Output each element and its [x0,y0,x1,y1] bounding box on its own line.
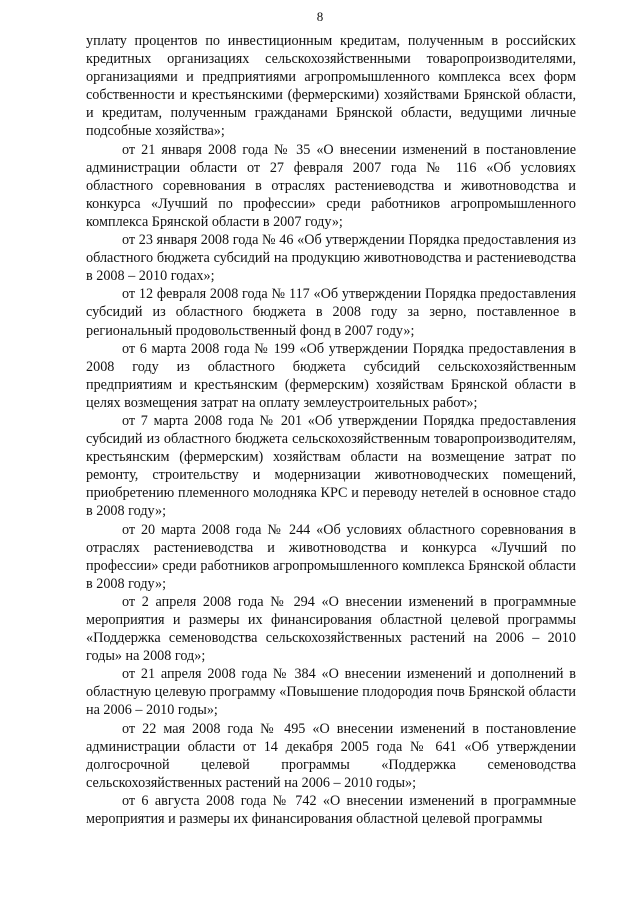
paragraph-resolution-244: от 20 марта 2008 года № 244 «Об условиях областного соревнования в отраслях растениеводства и животноводства и конкурса «Лучший по профессии» среди работников агропромышленного комплекса Брянской области в 2008 году»; [86,521,576,592]
paragraph-resolution-46: от 23 января 2008 года № 46 «Об утверждении Порядка предоставления из областного бюджета субсидий на продукцию животноводства и растениеводства в 2008 – 2010 годах»; [86,232,576,285]
paragraph-resolution-35: от 21 января 2008 года № 35 «О внесении изменений в постановление администрации области от 27 февраля 2007 года № 116 «Об условиях областного соревнования в отраслях растениеводства и животноводства и конкурса «Лучший по профессии» среди работников агропромышленного комплекса Брянской области в 2007 году»; [86,141,576,230]
document-body [86,32,576,828]
paragraph-resolution-742: от 6 августа 2008 года № 742 «О внесении изменений в программные мероприятия и размеры их финансирования областной целевой программы [86,792,576,828]
paragraph-resolution-201: от 7 марта 2008 года № 201 «Об утверждении Порядка предоставления субсидий из областного бюджета сельскохозяйственным товаропроизводителям, крестьянским (фермерским) хозяйствам области на возмещение затрат по ремонту, строительству и модернизации животноводческих помещений, приобретению племенного молодняка КРС и переводу нетелей в основное стадо в 2008 году»; [86,412,576,520]
paragraph-resolution-117: от 12 февраля 2008 года № 117 «Об утверждении Порядка предоставления субсидий из областного бюджета в 2008 году за зерно, поставленное в региональный продовольственный фонд в 2007 году»; [86,286,576,339]
paragraph-continuation: уплату процентов по инвестиционным кредитам, полученным в российских кредитных организациях сельскохозяйственными товаропроизводителями, организациями и предприятиями агропромышленного комплекса всех форм собственности и крестьянскими (фермерскими) хозяйствами Брянской области, и кредитам, полученным гражданами Брянской области, ведущими личные подсобные хозяйства»; [86,33,576,140]
paragraph-resolution-199: от 6 марта 2008 года № 199 «Об утверждении Порядка предоставления в 2008 году из областного бюджета субсидий сельскохозяйственным предприятиям и крестьянским (фермерским) хозяйствам Брянской области в целях возмещения затрат на оплату землеустроительных работ»; [86,340,576,411]
paragraph-resolution-384: от 21 апреля 2008 года № 384 «О внесении изменений и дополнений в областную целевую программу «Повышение плодородия почв Брянской области на 2006 – 2010 годы»; [86,666,576,719]
paragraph-resolution-495: от 22 мая 2008 года № 495 «О внесении изменений в постановление администрации области от 14 декабря 2005 года № 641 «Об утверждении долгосрочной целевой программы «Поддержка семеноводства сельскохозяйственных растений на 2006 – 2010 годы»; [86,720,576,791]
paragraph-resolution-294: от 2 апреля 2008 года № 294 «О внесении изменений в программные мероприятия и размеры их финансирования областной целевой программы «Поддержка семеноводства сельскохозяйственных растений на 2006 – 2010 годы» на 2008 год»; [86,593,576,665]
page-number: 8 [316,9,324,24]
